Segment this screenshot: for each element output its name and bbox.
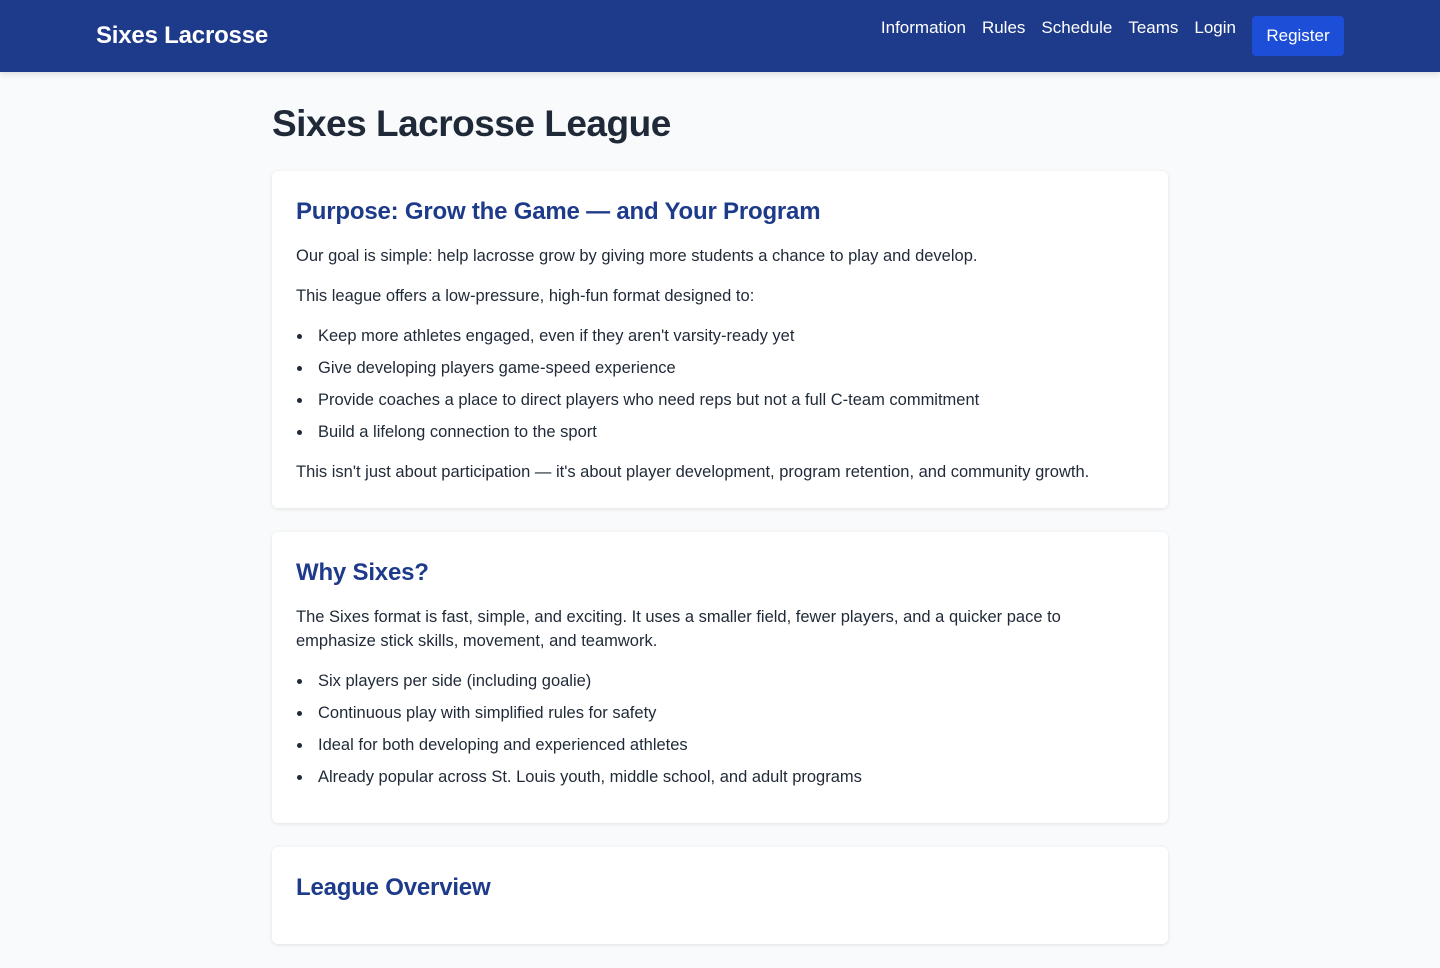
top-navbar bbox=[0, 0, 1440, 72]
purpose-heading: Purpose: Grow the Game — and Your Program bbox=[296, 198, 821, 225]
page-title: Sixes Lacrosse League bbox=[272, 103, 671, 144]
main-content bbox=[272, 72, 1168, 968]
list-item: Continuous play with simplified rules for safety bbox=[296, 701, 1144, 725]
why-sixes-intro: The Sixes format is fast, simple, and exciting. It uses a smaller field, fewer players, and a quicker pace to emphasize stick skills, movement, and teamwork. bbox=[296, 608, 1061, 650]
purpose-list bbox=[296, 324, 1144, 444]
league-overview-heading: League Overview bbox=[296, 874, 491, 901]
nav-link-login[interactable]: Login bbox=[1194, 18, 1236, 37]
nav-link-rules[interactable]: Rules bbox=[981, 18, 1026, 37]
nav-links bbox=[881, 0, 1344, 72]
list-item: Provide coaches a place to direct players who need reps but not a full C-team commitment bbox=[296, 388, 1144, 412]
brand-logo-link[interactable]: Sixes Lacrosse bbox=[96, 22, 268, 49]
list-item: Already popular across St. Louis youth, middle school, and adult programs bbox=[296, 765, 1144, 789]
list-item: Six players per side (including goalie) bbox=[296, 669, 1144, 693]
list-item: Give developing players game-speed experience bbox=[296, 356, 1144, 380]
why-sixes-list bbox=[296, 669, 1144, 789]
nav-link-information[interactable]: Information bbox=[880, 18, 966, 37]
list-item: Build a lifelong connection to the sport bbox=[296, 420, 1144, 444]
list-item: Ideal for both developing and experienced athletes bbox=[296, 733, 1144, 757]
purpose-intro: Our goal is simple: help lacrosse grow by giving more students a chance to play and develop. bbox=[296, 247, 978, 265]
purpose-lead: This league offers a low-pressure, high-fun format designed to: bbox=[296, 287, 755, 305]
list-item: Keep more athletes engaged, even if they aren't varsity-ready yet bbox=[296, 324, 1144, 348]
league-overview-card bbox=[272, 847, 1168, 944]
nav-link-schedule[interactable]: Schedule bbox=[1041, 18, 1113, 37]
nav-link-teams[interactable]: Teams bbox=[1128, 18, 1179, 37]
purpose-closing: This isn't just about participation — it's about player development, program retention, and community growth. bbox=[296, 463, 1090, 481]
why-sixes-heading: Why Sixes? bbox=[296, 559, 429, 586]
purpose-card bbox=[272, 171, 1168, 508]
why-sixes-card bbox=[272, 532, 1168, 823]
register-button[interactable]: Register bbox=[1252, 16, 1344, 56]
